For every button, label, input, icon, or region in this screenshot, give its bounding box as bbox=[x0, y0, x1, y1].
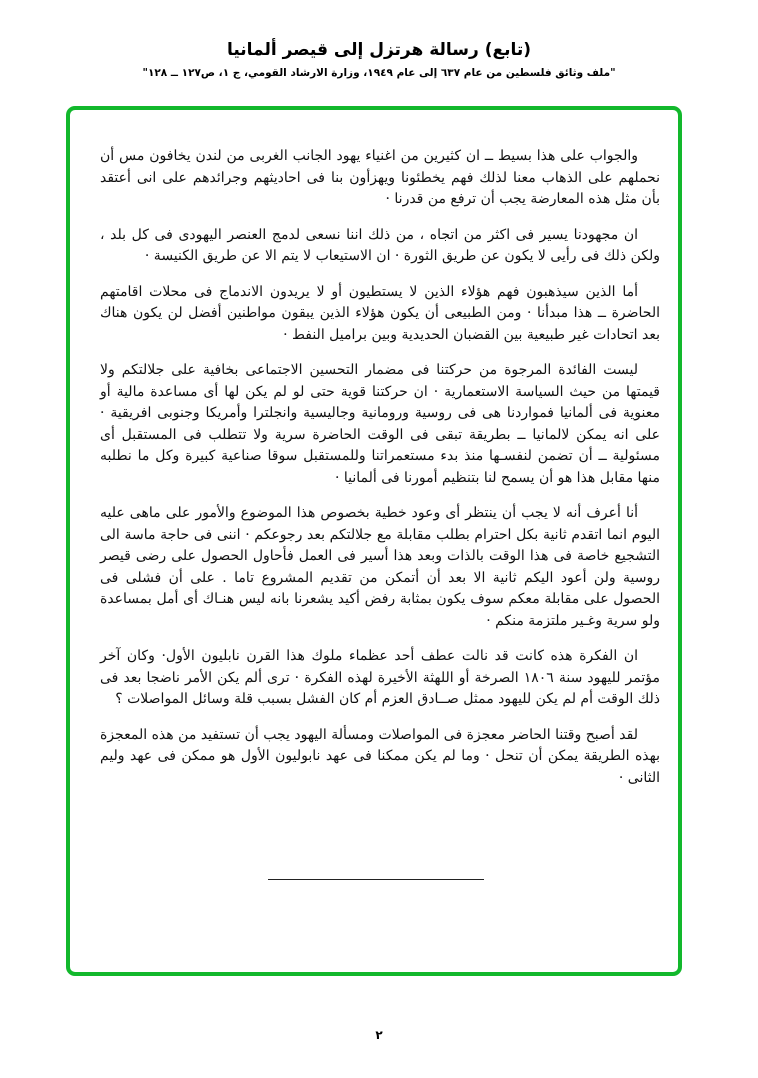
letter-body bbox=[100, 146, 660, 803]
end-divider bbox=[268, 879, 484, 880]
paragraph-3: أما الذين سيذهبون فهم هؤلاء الذين لا يستطيون أو لا يريدون الاندماج فى محلات اقامتهم الحاضرة ــ هذا مبدأنا · ومن الطبيعى أن يكون هؤلاء الذين يبقون مواطنين أفضل لن يكون هناك بعد اتحادات غير طبيعية بين القضبان الحديدية وبين براميل النفط · bbox=[100, 283, 660, 343]
paragraph-2: ان مجهودنا يسير فى اكثر من اتجاه ، من ذلك اننا نسعى لدمج العنصر اليهودى فى كل بلد ، ولكن ذلك فى رأيى لا يكون عن طريق الثورة · ان الاستيعاب لا يتم الا عن طريق الكنيسة · bbox=[100, 226, 660, 264]
page-title: (تابع) رسالة هرتزل إلى قيصر ألمانيا bbox=[226, 40, 532, 60]
paragraph-4: ليست الفائدة المرجوة من حركتنا فى مضمار التحسين الاجتماعى بخافية على جلالتكم ولا قيمتها من حيث السياسة الاستعمارية · ان حركتنا قوية حتى لو لم يكن لها أى مساعدة مالية أو معنوية فى ألمانيا فمواردنا هى فى روسية ورومانية وجاليسية وانجلترا وأمريكا وجنوبى افريقية · على انه يمكن لالمانيا ــ بطريقة تبقى فى الوقت الحاضرة سرية ولا تتطلب فى المستقبل أى مسئولية ــ أن تضمن لنفسـها منذ بدء مستعمراتنا وللمستقبل سوقا صناعية كبيرة وكل ما نطلبه منها مقابل هذا هو أن يسمح لنا بتنظيم أمورنا فى ألمانيا · bbox=[100, 362, 660, 486]
paragraph-7: لقد أصبح وقتنا الحاضر معجزة فى المواصلات ومسألة اليهود يجب أن تستفيد من هذه المعجزة بهذه الطريقة يمكن أن تنحل · وما لم يكن ممكنا فى عهد نابوليون الأول هو ممكن فى عهد وليم الثانى · bbox=[100, 726, 660, 786]
source-citation: "ملف وثائق فلسطين من عام ٦٣٧ إلى عام ١٩٤٩، وزارة الارشاد القومي، ج ١، ص١٢٧ ــ ١٢٨" bbox=[142, 67, 616, 79]
paragraph-5: أنا أعرف أنه لا يجب أن ينتظر أى وعود خطية بخصوص هذا الموضوع والأمور على ماهى عليه اليوم انما اتقدم ثانية بكل احترام بطلب مقابلة مع جلالتكم بعد رجوعكم · اننى فى حاجة ماسة الى التشجيع خاصة فى هذا الوقت بالذات وبعد هذا أسير فى العمل فأحاول الحصول على رضى قيصر روسية ولن أعود اليكم ثانية الا بعد أن أتمكن من تقديم المشروع تاما . على أن فشلى فى الحصول على مقابلة معكم سوف يكون بمثابة رفض أكيد يشعرنا بانه ليس هنـاك أى أمل بمساعدة ولو سرية وغـير ملتزمة منكم · bbox=[100, 505, 660, 629]
paragraph-1: والجواب على هذا بسيط ــ ان كثيرين من اغنياء يهود الجانب الغربى من لندن يخافون مس أن نحملهم على الذهاب معنا لذلك فهم يخطئونا ويهزأون بنا فى احاديثهم وجرائدهم على انى أعتقد بأن مثل هذه المعارضة يجب أن ترفع من قدرنا · bbox=[100, 148, 660, 207]
paragraph-6: ان الفكرة هذه كانت قد نالت عطف أحد عظماء ملوك هذا القرن نابليون الأول· وكان آخر مؤتمر لليهود سنة ١٨٠٦ الصرخة أو اللهثة الأخيرة لهذه الفكرة · ترى ألم يكن الأمر ناضجا بعد فى ذلك الوقت أم لم يكن لليهود ممثل صــادق العزم أم كان الفشل بسبب قلة وسائل المواصلات ؟ bbox=[100, 648, 660, 707]
page-number: ٢ bbox=[375, 1028, 383, 1042]
